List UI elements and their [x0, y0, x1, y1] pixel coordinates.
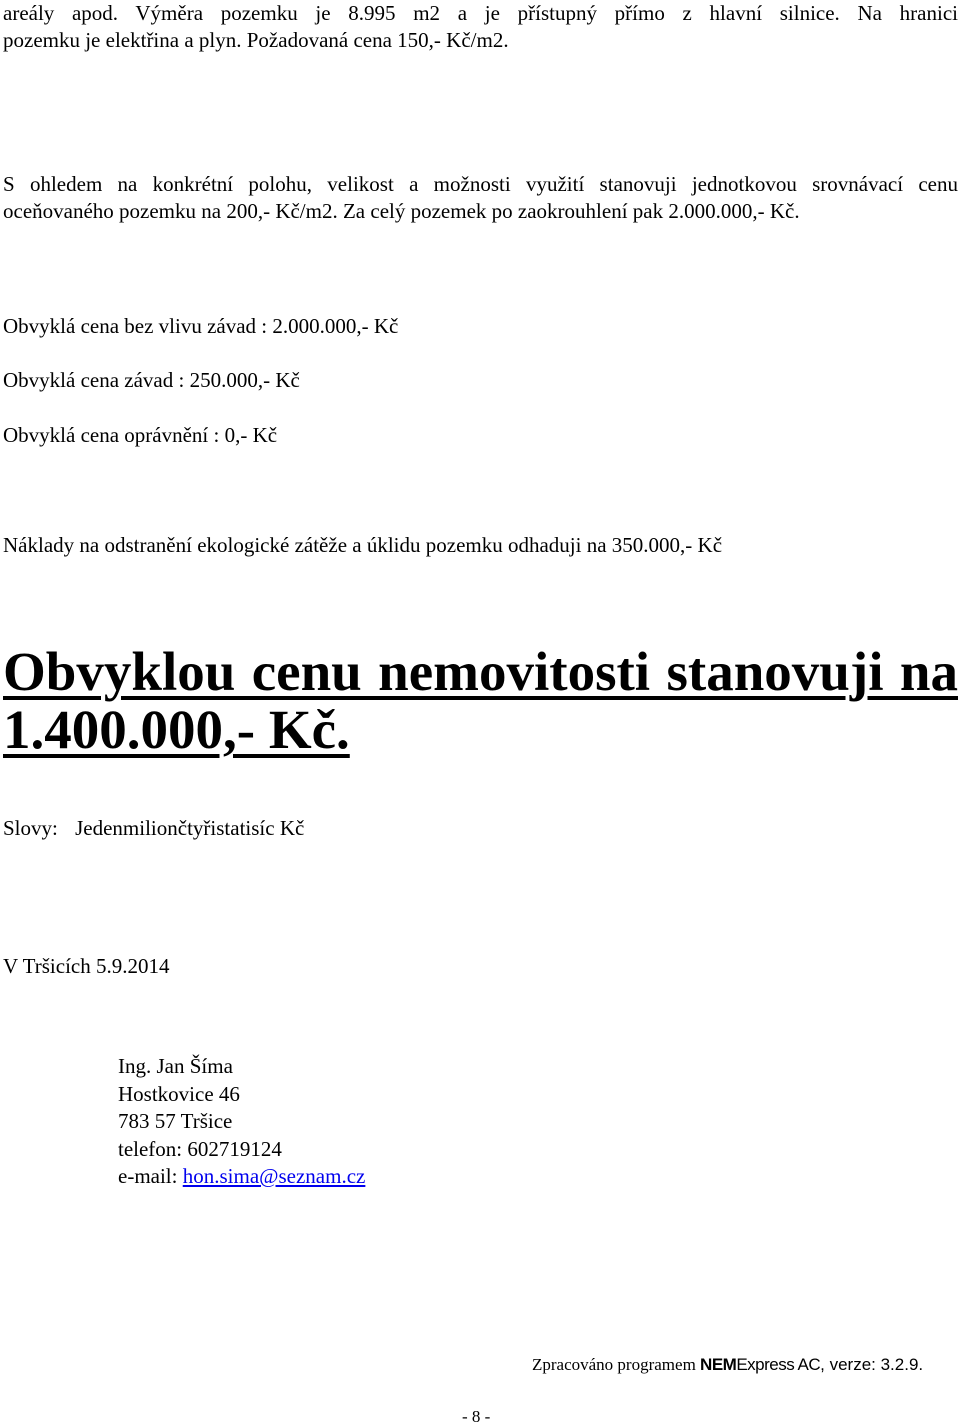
result-heading — [3, 643, 958, 759]
result-line-1: Obvyklou cenu nemovitosti stanovuji na — [3, 641, 958, 702]
price-without-burdens: Obvyklá cena bez vlivu závad : 2.000.000,- Kč — [3, 314, 399, 338]
contact-email-row — [118, 1163, 365, 1191]
intro-paragraph — [3, 0, 958, 54]
email-link[interactable]: hon.sima@seznam.cz — [182, 1164, 366, 1188]
footer-note — [532, 1355, 923, 1375]
footer-brand-bold: NEM — [700, 1355, 737, 1374]
intro-line-1: areály apod. Výměra pozemku je 8.995 m2 a je přístupný přímo z hlavní silnice. Na hranici — [3, 1, 958, 25]
intro-line-2: pozemku je elektřina a plyn. Požadovaná cena 150,- Kč/m2. — [3, 28, 509, 52]
contact-name: Ing. Jan Šíma — [118, 1054, 233, 1078]
footer-brand — [700, 1355, 820, 1374]
price-burdens: Obvyklá cena závad : 250.000,- Kč — [3, 368, 300, 392]
result-line-2: 1.400.000,- Kč. — [3, 699, 350, 760]
place-date: V Tršicích 5.9.2014 — [3, 954, 170, 978]
valuation-paragraph — [3, 171, 958, 225]
words-row — [3, 815, 304, 841]
page-number: - 8 - — [462, 1407, 491, 1426]
footer-brand-rest: Express AC — [736, 1355, 821, 1374]
contact-street: Hostkovice 46 — [118, 1081, 240, 1106]
valuation-line-1: S ohledem na konkrétní polohu, velikost a možnosti využití stanovuji jednotkovou srovnávací cenu — [3, 172, 958, 196]
email-label: e-mail: — [118, 1164, 183, 1188]
contact-phone: telefon: 602719124 — [118, 1136, 282, 1161]
footer-prefix: Zpracováno programem — [532, 1355, 701, 1374]
valuation-line-2: oceňovaného pozemku na 200,- Kč/m2. Za celý pozemek po zaokrouhlení pak 2.000.000,- Kč. — [3, 199, 800, 223]
price-rights: Obvyklá cena oprávnění : 0,- Kč — [3, 423, 278, 447]
contact-block — [118, 1053, 365, 1191]
words-value: Jedenmiliončtyřistatisíc Kč — [75, 816, 305, 840]
ecological-costs: Náklady na odstranění ekologické zátěže a úklidu pozemku odhaduji na 350.000,- Kč — [3, 533, 723, 557]
footer-version: , verze: 3.2.9. — [820, 1355, 924, 1374]
contact-city: 783 57 Tršice — [118, 1109, 233, 1133]
words-label: Slovy: — [3, 816, 58, 840]
